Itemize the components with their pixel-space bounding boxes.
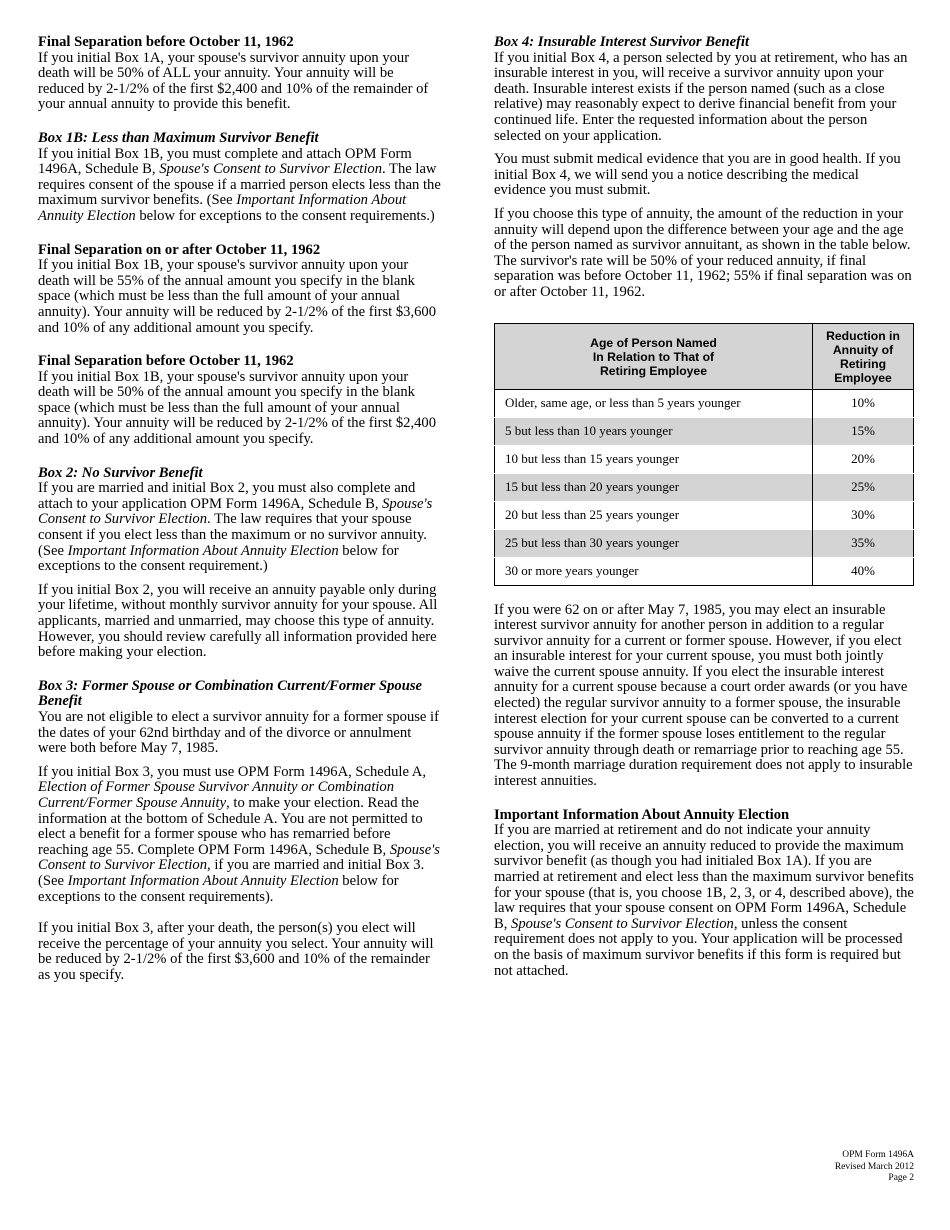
form-number: OPM Form 1496A	[842, 1150, 914, 1160]
section-heading: Final Separation before October 11, 1962	[38, 34, 294, 50]
left-column	[38, 35, 442, 1001]
paragraph: If you initial Box 1A, your spouse's survivor annuity upon your death will be 50% of ALL your annuity. Your annuity will be reduced by 2-1/2% of the first $2,400 and 10% of the remainder of your annual annuity to provide this benefit.	[38, 49, 429, 113]
table-row	[495, 445, 914, 473]
age-cell: Older, same age, or less than 5 years younger	[495, 389, 813, 417]
section-heading: Box 1B: Less than Maximum Survivor Benefit	[38, 129, 319, 146]
paragraph: If you choose this type of annuity, the amount of the reduction in your annuity will depend upon the difference between your age and the age of the person named as survivor annuitant, as shown in the table below. The survivor's rate will be 50% of your reduced annuity, if final separation was before October 11, 1962; 55% if final separation was on or after October 11, 1962.	[494, 205, 912, 300]
paragraph: If you are married and initial Box 2, you must also complete and attach to your application OPM Form 1496A, Schedule B, Spouse's Consent to Survivor Election. The law requires that your spouse consent if you elect less than the maximum or no survivor annuity. (See Important Information About Annuity Election below for exceptions to the consent requirement.)	[38, 480, 433, 575]
age-cell: 5 but less than 10 years younger	[495, 417, 813, 445]
header-reduction: Reduction in Annuity of Retiring Employee	[813, 323, 914, 389]
right-column	[494, 35, 914, 997]
section-important-information	[494, 808, 914, 980]
reduction-cell: 10%	[813, 389, 914, 417]
reduction-cell: 40%	[813, 557, 914, 585]
age-cell: 20 but less than 25 years younger	[495, 501, 813, 529]
age-cell: 25 but less than 30 years younger	[495, 529, 813, 557]
table-row	[495, 557, 914, 585]
section-final-separation-before-1962-box1a	[38, 35, 442, 113]
section-heading: Final Separation before October 11, 1962	[38, 353, 294, 370]
section-box-3	[38, 679, 442, 984]
paragraph: You must submit medical evidence that you are in good health. If you initial Box 4, we will send you a notice describing the medical evidence you must submit.	[494, 151, 901, 199]
section-box-2	[38, 466, 442, 661]
paragraph: If you initial Box 1B, your spouse's survivor annuity upon your death will be 50% of the annual amount you specify in the blank space (which must be less than the full amount of your annual annuity). Your annuity will be reduced by 2-1/2% of the first $2,400 and 10% of any additional amount you specify.	[38, 368, 437, 448]
section-heading: Final Separation on or after October 11, 1962	[38, 241, 321, 258]
table-row	[495, 529, 914, 557]
section-heading: Box 4: Insurable Interest Survivor Benefit	[494, 34, 750, 50]
paragraph: If you initial Box 3, you must use OPM Form 1496A, Schedule A, Election of Former Spouse Survivor Annuity or Combination Current/Former Spouse Annuity, to make your election. Read the information at the bottom of Schedule A. You are not permitted to elect a benefit for a former spouse who has remarried before reaching age 55. Complete OPM Form 1496A, Schedule B, Spouse's Consent to Survivor Election, if you are married and initial Box 3. (See Important Information About Annuity Election below for exceptions to the consent requirements).	[38, 763, 440, 905]
section-box-4	[494, 35, 914, 301]
section-box-1b	[38, 131, 442, 225]
reduction-table	[494, 323, 914, 586]
section-heading: Box 3: Former Spouse or Combination Current/Former Spouse Benefit	[38, 677, 422, 710]
table-row	[495, 501, 914, 529]
reduction-cell: 25%	[813, 473, 914, 501]
paragraph: If you initial Box 1B, your spouse's survivor annuity upon your death will be 55% of the annual amount you specify in the blank space (which must be less than the full amount of your annual annuity). Your annuity will be reduced by 2-1/2% of the first $3,600 and 10% of any additional amount you specify.	[38, 257, 437, 336]
reduction-cell: 30%	[813, 501, 914, 529]
page-footer	[835, 1150, 914, 1185]
age-cell: 10 but less than 15 years younger	[495, 445, 813, 473]
table-header-row	[495, 323, 914, 389]
page-number: Page 2	[888, 1173, 914, 1183]
table-row	[495, 473, 914, 501]
paragraph: If you initial Box 2, you will receive an annuity payable only during your lifetime, without monthly survivor annuity for your spouse. All applicants, married and unmarried, may choose this type of annuity. However, you should review carefully all information provided here before making your election.	[38, 581, 438, 661]
header-age: Age of Person Named In Relation to That of Retiring Employee	[495, 323, 813, 389]
section-final-separation-before-1962-box1b	[38, 354, 442, 448]
table-row	[495, 389, 914, 417]
reduction-cell: 35%	[813, 529, 914, 557]
table-row	[495, 417, 914, 445]
revision-date: Revised March 2012	[834, 1161, 914, 1172]
reduction-cell: 15%	[813, 417, 914, 445]
section-final-separation-on-or-after-1962	[38, 243, 442, 337]
section-insurable-interest-additional	[494, 603, 914, 790]
paragraph: If you are married at retirement and do not indicate your annuity election, you will receive an annuity reduced to provide the maximum survivor benefit (as though you had initialed Box 1A). If you are married at retirement and elect less than the maximum survivor benefits for your spouse (that is, you choose 1B, 2, 3, or 4, described above), the law requires that your spouse consent on OPM Form 1496A, Schedule B, Spouse's Consent to Survivor Election, unless the consent requirement does not apply to you. Your application will be processed on the basis of maximum survivor benefits if this form is required but not attached.	[494, 822, 914, 979]
paragraph: If you were 62 on or after May 7, 1985, you may elect an insurable interest survivor annuity for another person in addition to a regular survivor annuity for a current or former spouse. However, if you elect an insurable interest for your current spouse, you must both jointly waive the current spouse annuity. If you elect the insurable interest annuity for a current spouse because a court order awards (or you have elected) the regular survivor annuity to a former spouse, the insurable interest election for your current spouse can be converted to a current spouse annuity if the former spouse loses entitlement to the regular survivor annuity through death or remarriage prior to reaching age 55. The 9-month marriage duration requirement does not apply to insurable interest annuities.	[494, 601, 913, 790]
paragraph: If you initial Box 1B, you must complete and attach OPM Form 1496A, Schedule B, Spouse's Consent to Survivor Election. The law requires consent of the spouse if a married person elects less than the maximum survivor benefits. (See Important Information About Annuity Election below for exceptions to the consent requirements.)	[38, 145, 441, 224]
reduction-cell: 20%	[813, 445, 914, 473]
paragraph: You are not eligible to elect a survivor annuity for a former spouse if the dates of your 62nd birthday and of the divorce or annulment were both before May 7, 1985.	[38, 708, 439, 757]
paragraph: If you initial Box 3, after your death, the person(s) you elect will receive the percentage of your annuity you select. Your annuity will be reduced by 2-1/2% of the first $3,600 and 10% of the remainder as you specify.	[38, 920, 434, 983]
age-cell: 15 but less than 20 years younger	[495, 473, 813, 501]
age-cell: 30 or more years younger	[495, 557, 813, 585]
section-heading: Box 2: No Survivor Benefit	[38, 464, 203, 481]
paragraph: If you initial Box 4, a person selected by you at retirement, who has an insurable interest in you, will receive a survivor annuity upon your death. Insurable interest exists if the person named (such as a close relative) may reasonably expect to derive financial benefit from your continued life. Enter the requested information about the person selected on your application.	[494, 49, 908, 144]
section-heading: Important Information About Annuity Election	[494, 806, 790, 823]
